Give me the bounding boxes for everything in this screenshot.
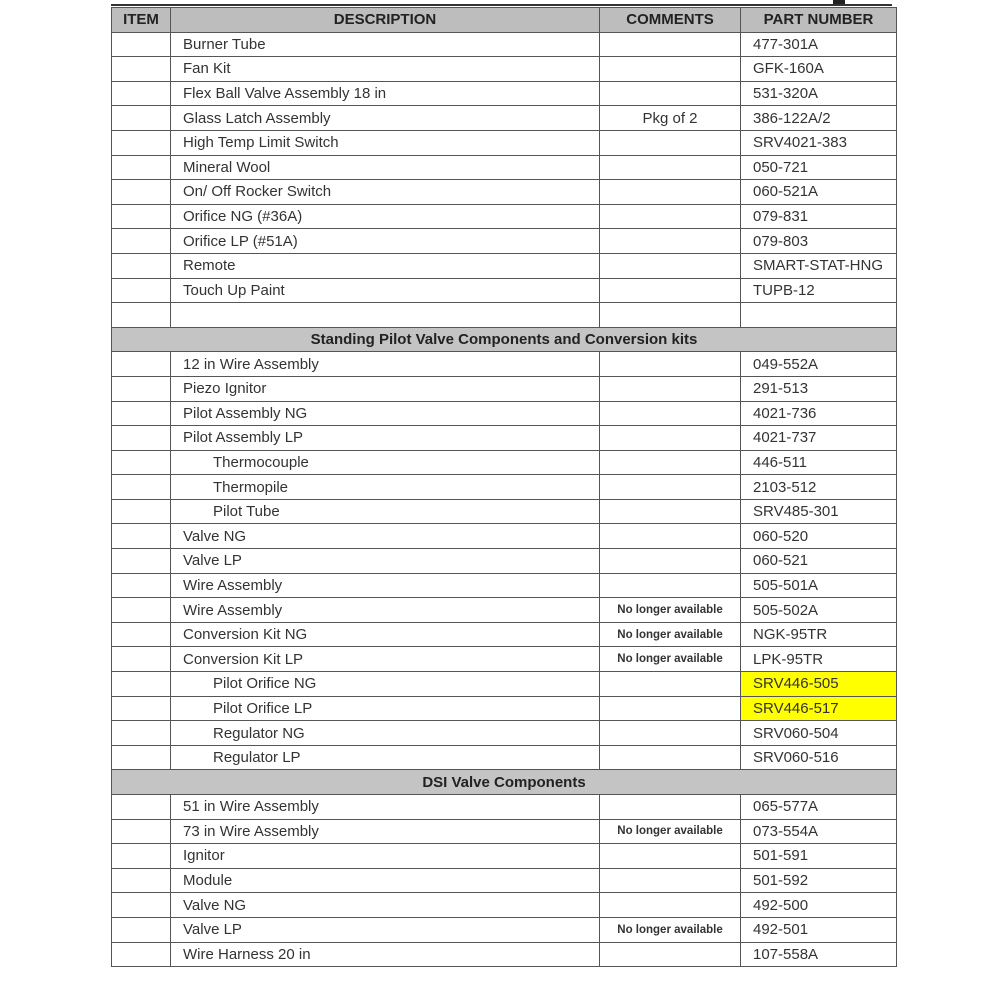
table-row	[112, 647, 897, 672]
table-row	[112, 229, 897, 254]
comments-cell	[600, 426, 741, 451]
table-row	[112, 57, 897, 82]
description-cell: Flex Ball Valve Assembly 18 in	[171, 81, 600, 106]
table-row	[112, 303, 897, 328]
description-cell: Piezo Ignitor	[171, 376, 600, 401]
description-cell: Mineral Wool	[171, 155, 600, 180]
description-cell: Orifice LP (#51A)	[171, 229, 600, 254]
description-cell: Burner Tube	[171, 32, 600, 57]
part-number-cell: 492-500	[741, 893, 897, 918]
part-number-cell: 2103-512	[741, 475, 897, 500]
description-cell	[171, 303, 600, 328]
table-row	[112, 180, 897, 205]
comments-cell	[600, 253, 741, 278]
table-row	[112, 721, 897, 746]
part-number-cell: 4021-736	[741, 401, 897, 426]
item-cell	[112, 573, 171, 598]
item-cell	[112, 229, 171, 254]
item-cell	[112, 204, 171, 229]
description-cell: 51 in Wire Assembly	[171, 795, 600, 820]
table-row	[112, 622, 897, 647]
description-cell: Touch Up Paint	[171, 278, 600, 303]
comments-cell	[600, 32, 741, 57]
cut-off-heading-fragment	[833, 0, 845, 4]
part-number-cell: SRV060-516	[741, 745, 897, 770]
table-row	[112, 868, 897, 893]
parts-table	[111, 7, 897, 967]
comments-cell	[600, 795, 741, 820]
item-cell	[112, 696, 171, 721]
comments-cell: Pkg of 2	[600, 106, 741, 131]
item-cell	[112, 672, 171, 697]
description-cell: Pilot Assembly LP	[171, 426, 600, 451]
comments-cell	[600, 130, 741, 155]
part-number-cell: 4021-737	[741, 426, 897, 451]
part-number-cell: 050-721	[741, 155, 897, 180]
item-cell	[112, 893, 171, 918]
description-cell: Pilot Assembly NG	[171, 401, 600, 426]
description-cell: High Temp Limit Switch	[171, 130, 600, 155]
description-cell: Valve LP	[171, 917, 600, 942]
part-number-cell: 065-577A	[741, 795, 897, 820]
comments-cell	[600, 401, 741, 426]
comments-cell	[600, 81, 741, 106]
item-cell	[112, 450, 171, 475]
part-number-cell: SRV446-517	[741, 696, 897, 721]
part-number-cell: 505-502A	[741, 598, 897, 623]
part-number-cell: 505-501A	[741, 573, 897, 598]
table-row	[112, 499, 897, 524]
item-cell	[112, 844, 171, 869]
item-cell	[112, 253, 171, 278]
item-cell	[112, 401, 171, 426]
part-number-cell: 073-554A	[741, 819, 897, 844]
description-cell: Pilot Tube	[171, 499, 600, 524]
table-row	[112, 352, 897, 377]
description-cell: Wire Assembly	[171, 573, 600, 598]
description-cell: Wire Assembly	[171, 598, 600, 623]
comments-cell	[600, 844, 741, 869]
comments-cell	[600, 278, 741, 303]
part-number-cell: 107-558A	[741, 942, 897, 967]
table-row	[112, 376, 897, 401]
part-number-cell: 079-831	[741, 204, 897, 229]
item-cell	[112, 745, 171, 770]
part-number-cell: SRV4021-383	[741, 130, 897, 155]
item-cell	[112, 278, 171, 303]
item-cell	[112, 721, 171, 746]
part-number-cell: 060-521	[741, 549, 897, 574]
item-cell	[112, 942, 171, 967]
table-row	[112, 844, 897, 869]
part-number-cell: SRV446-505	[741, 672, 897, 697]
comments-cell	[600, 303, 741, 328]
comments-cell	[600, 942, 741, 967]
item-cell	[112, 57, 171, 82]
table-row	[112, 524, 897, 549]
part-number-cell: 386-122A/2	[741, 106, 897, 131]
table-row	[112, 450, 897, 475]
description-cell: On/ Off Rocker Switch	[171, 180, 600, 205]
comments-cell	[600, 573, 741, 598]
comments-cell	[600, 893, 741, 918]
description-cell: Valve NG	[171, 524, 600, 549]
comments-cell	[600, 229, 741, 254]
item-cell	[112, 819, 171, 844]
table-row	[112, 696, 897, 721]
item-cell	[112, 426, 171, 451]
comments-cell	[600, 180, 741, 205]
item-cell	[112, 499, 171, 524]
comments-cell	[600, 155, 741, 180]
section-header-row	[112, 770, 897, 795]
item-cell	[112, 622, 171, 647]
item-cell	[112, 549, 171, 574]
part-number-cell: 492-501	[741, 917, 897, 942]
description-cell: Thermocouple	[171, 450, 600, 475]
comments-cell	[600, 475, 741, 500]
table-row	[112, 32, 897, 57]
part-number-cell: 079-803	[741, 229, 897, 254]
part-number-cell: TUPB-12	[741, 278, 897, 303]
comments-cell	[600, 376, 741, 401]
item-cell	[112, 32, 171, 57]
part-number-cell: 501-591	[741, 844, 897, 869]
table-row	[112, 672, 897, 697]
item-cell	[112, 475, 171, 500]
header-item: ITEM	[112, 8, 171, 33]
section-title: Standing Pilot Valve Components and Conversion kits	[112, 327, 897, 352]
table-row	[112, 155, 897, 180]
part-number-cell: 060-521A	[741, 180, 897, 205]
comments-cell	[600, 524, 741, 549]
item-cell	[112, 598, 171, 623]
table-row	[112, 475, 897, 500]
description-cell: Valve LP	[171, 549, 600, 574]
header-part-number: PART NUMBER	[741, 8, 897, 33]
table-row	[112, 917, 897, 942]
description-cell: 12 in Wire Assembly	[171, 352, 600, 377]
comments-cell	[600, 745, 741, 770]
table-row	[112, 130, 897, 155]
header-row	[112, 8, 897, 33]
item-cell	[112, 81, 171, 106]
comments-cell	[600, 499, 741, 524]
item-cell	[112, 352, 171, 377]
comments-cell	[600, 672, 741, 697]
top-border	[111, 4, 892, 6]
part-number-cell: NGK-95TR	[741, 622, 897, 647]
description-cell: Regulator LP	[171, 745, 600, 770]
description-cell: Wire Harness 20 in	[171, 942, 600, 967]
comments-cell: No longer available	[600, 598, 741, 623]
comments-cell	[600, 721, 741, 746]
comments-cell	[600, 549, 741, 574]
comments-cell	[600, 450, 741, 475]
part-number-cell: 060-520	[741, 524, 897, 549]
comments-cell: No longer available	[600, 917, 741, 942]
table-row	[112, 598, 897, 623]
header-description: DESCRIPTION	[171, 8, 600, 33]
part-number-cell: 477-301A	[741, 32, 897, 57]
item-cell	[112, 303, 171, 328]
part-number-cell	[741, 303, 897, 328]
comments-cell: No longer available	[600, 622, 741, 647]
description-cell: Valve NG	[171, 893, 600, 918]
item-cell	[112, 795, 171, 820]
description-cell: Conversion Kit NG	[171, 622, 600, 647]
part-number-cell: SRV485-301	[741, 499, 897, 524]
table-row	[112, 819, 897, 844]
description-cell: 73 in Wire Assembly	[171, 819, 600, 844]
table-row	[112, 942, 897, 967]
description-cell: Pilot Orifice NG	[171, 672, 600, 697]
part-number-cell: 531-320A	[741, 81, 897, 106]
item-cell	[112, 180, 171, 205]
table-row	[112, 106, 897, 131]
item-cell	[112, 376, 171, 401]
section-header-row	[112, 327, 897, 352]
description-cell: Regulator NG	[171, 721, 600, 746]
item-cell	[112, 106, 171, 131]
item-cell	[112, 155, 171, 180]
comments-cell	[600, 204, 741, 229]
table-row	[112, 795, 897, 820]
item-cell	[112, 130, 171, 155]
item-cell	[112, 647, 171, 672]
comments-cell	[600, 696, 741, 721]
table-row	[112, 426, 897, 451]
comments-cell	[600, 57, 741, 82]
part-number-cell: 501-592	[741, 868, 897, 893]
description-cell: Glass Latch Assembly	[171, 106, 600, 131]
comments-cell: No longer available	[600, 819, 741, 844]
description-cell: Pilot Orifice LP	[171, 696, 600, 721]
table-row	[112, 549, 897, 574]
part-number-cell: LPK-95TR	[741, 647, 897, 672]
part-number-cell: 291-513	[741, 376, 897, 401]
table-row	[112, 401, 897, 426]
part-number-cell: 049-552A	[741, 352, 897, 377]
table-row	[112, 253, 897, 278]
description-cell: Fan Kit	[171, 57, 600, 82]
comments-cell	[600, 352, 741, 377]
part-number-cell: 446-511	[741, 450, 897, 475]
part-number-cell: SRV060-504	[741, 721, 897, 746]
item-cell	[112, 524, 171, 549]
table-row	[112, 278, 897, 303]
header-comments: COMMENTS	[600, 8, 741, 33]
item-cell	[112, 917, 171, 942]
part-number-cell: SMART-STAT-HNG	[741, 253, 897, 278]
table-row	[112, 745, 897, 770]
description-cell: Conversion Kit LP	[171, 647, 600, 672]
description-cell: Module	[171, 868, 600, 893]
table-row	[112, 893, 897, 918]
table-row	[112, 204, 897, 229]
description-cell: Thermopile	[171, 475, 600, 500]
table-row	[112, 573, 897, 598]
description-cell: Remote	[171, 253, 600, 278]
description-cell: Orifice NG (#36A)	[171, 204, 600, 229]
part-number-cell: GFK-160A	[741, 57, 897, 82]
comments-cell	[600, 868, 741, 893]
comments-cell: No longer available	[600, 647, 741, 672]
item-cell	[112, 868, 171, 893]
section-title: DSI Valve Components	[112, 770, 897, 795]
table-row	[112, 81, 897, 106]
description-cell: Ignitor	[171, 844, 600, 869]
